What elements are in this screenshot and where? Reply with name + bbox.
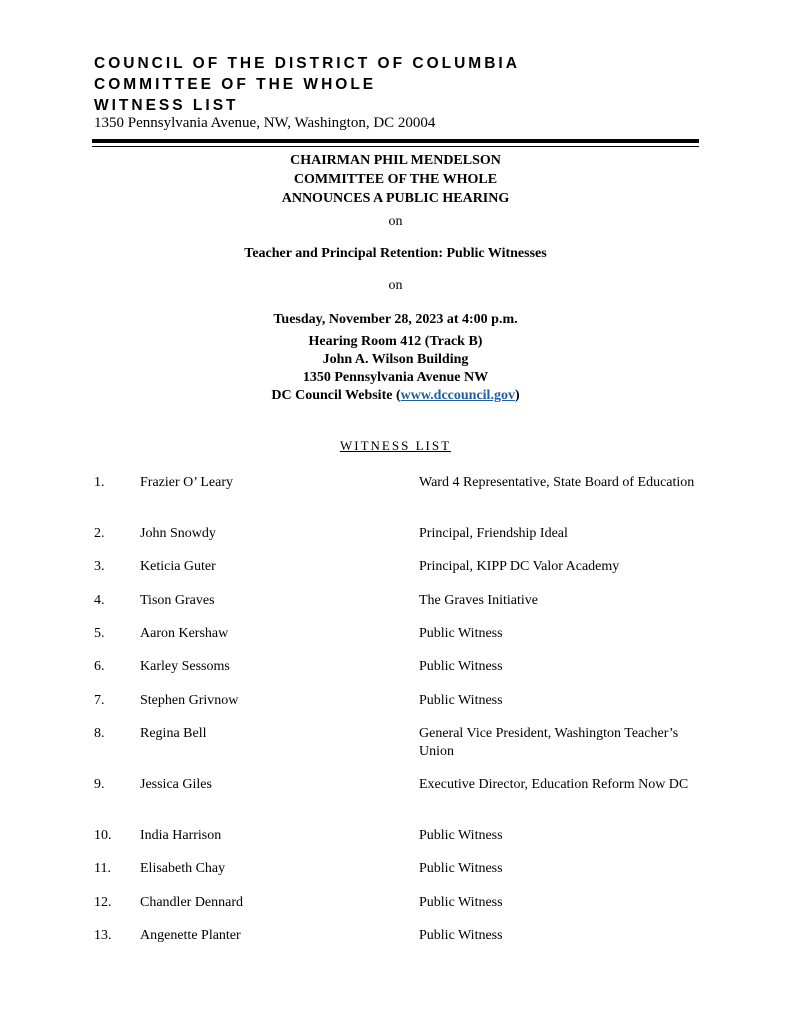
witness-affiliation: Principal, KIPP DC Valor Academy bbox=[419, 559, 620, 574]
website-close: ) bbox=[514, 388, 520, 403]
witness-number: 11. bbox=[94, 861, 111, 876]
witness-affiliation: Principal, Friendship Ideal bbox=[419, 526, 568, 541]
header-divider-thick bbox=[92, 139, 699, 143]
witness-affiliation: The Graves Initiative bbox=[419, 593, 538, 608]
witness-list-title-text: WITNESS LIST bbox=[339, 438, 452, 453]
witness-affiliation: Executive Director, Education Reform Now DC bbox=[419, 777, 689, 792]
witness-number: 3. bbox=[94, 559, 105, 574]
witness-affiliation: Ward 4 Representative, State Board of Education bbox=[419, 475, 695, 490]
hearing-street: 1350 Pennsylvania Avenue NW bbox=[302, 370, 489, 385]
witness-affiliation: General Vice President, Washington Teacher’s Union bbox=[419, 726, 679, 759]
on-text-2: on bbox=[388, 278, 403, 293]
council-address: 1350 Pennsylvania Avenue, NW, Washington, DC 20004 bbox=[94, 115, 436, 131]
witness-name: Chandler Dennard bbox=[140, 895, 244, 910]
hearing-room: Hearing Room 412 (Track B) bbox=[308, 334, 483, 349]
witness-name: Jessica Giles bbox=[140, 777, 212, 792]
hearing-datetime: Tuesday, November 28, 2023 at 4:00 p.m. bbox=[273, 312, 518, 327]
hearing-building: John A. Wilson Building bbox=[322, 352, 469, 367]
committee-line: COMMITTEE OF THE WHOLE bbox=[293, 172, 498, 187]
witness-name: Tison Graves bbox=[140, 593, 215, 608]
council-name: COUNCIL OF THE DISTRICT OF COLUMBIA bbox=[94, 55, 520, 72]
witness-name: Angenette Planter bbox=[140, 928, 241, 943]
witness-name: Frazier O’ Leary bbox=[140, 475, 234, 490]
witness-number: 9. bbox=[94, 777, 105, 792]
witness-name: India Harrison bbox=[140, 828, 222, 843]
witness-number: 1. bbox=[94, 475, 105, 490]
witness-name: Elisabeth Chay bbox=[140, 861, 226, 876]
witness-affiliation: Public Witness bbox=[419, 861, 503, 876]
witness-number: 4. bbox=[94, 593, 105, 608]
witness-number: 8. bbox=[94, 726, 105, 741]
witness-affiliation: Public Witness bbox=[419, 895, 503, 910]
witness-number: 7. bbox=[94, 693, 105, 708]
witness-number: 2. bbox=[94, 526, 105, 541]
witness-affiliation: Public Witness bbox=[419, 693, 503, 708]
website-label: DC Council Website ( bbox=[271, 388, 401, 403]
committee-name: COMMITTEE OF THE WHOLE bbox=[94, 76, 377, 93]
witness-name: John Snowdy bbox=[140, 526, 216, 541]
witness-name: Keticia Guter bbox=[140, 559, 216, 574]
on-text-1: on bbox=[388, 214, 403, 229]
witness-name: Karley Sessoms bbox=[140, 659, 230, 674]
witness-number: 5. bbox=[94, 626, 105, 641]
announces-line: ANNOUNCES A PUBLIC HEARING bbox=[281, 191, 510, 206]
website-link[interactable]: www.dccouncil.gov bbox=[400, 388, 515, 403]
witness-affiliation: Public Witness bbox=[419, 928, 503, 943]
witness-number: 13. bbox=[94, 928, 112, 943]
witness-name: Stephen Grivnow bbox=[140, 693, 239, 708]
witness-number: 12. bbox=[94, 895, 112, 910]
chairman-line: CHAIRMAN PHIL MENDELSON bbox=[290, 153, 501, 168]
website-line bbox=[0, 388, 791, 404]
witness-affiliation: Public Witness bbox=[419, 828, 503, 843]
hearing-topic: Teacher and Principal Retention: Public Witnesses bbox=[244, 246, 547, 261]
witness-affiliation: Public Witness bbox=[419, 626, 503, 641]
witness-name: Regina Bell bbox=[140, 726, 207, 741]
witness-number: 6. bbox=[94, 659, 105, 674]
witness-name: Aaron Kershaw bbox=[140, 626, 229, 641]
witness-affiliation: Public Witness bbox=[419, 659, 503, 674]
document-type: WITNESS LIST bbox=[94, 97, 239, 114]
witness-number: 10. bbox=[94, 828, 112, 843]
header-divider-thin bbox=[92, 146, 699, 147]
organization-header bbox=[94, 53, 520, 116]
witness-list-title bbox=[0, 438, 791, 454]
